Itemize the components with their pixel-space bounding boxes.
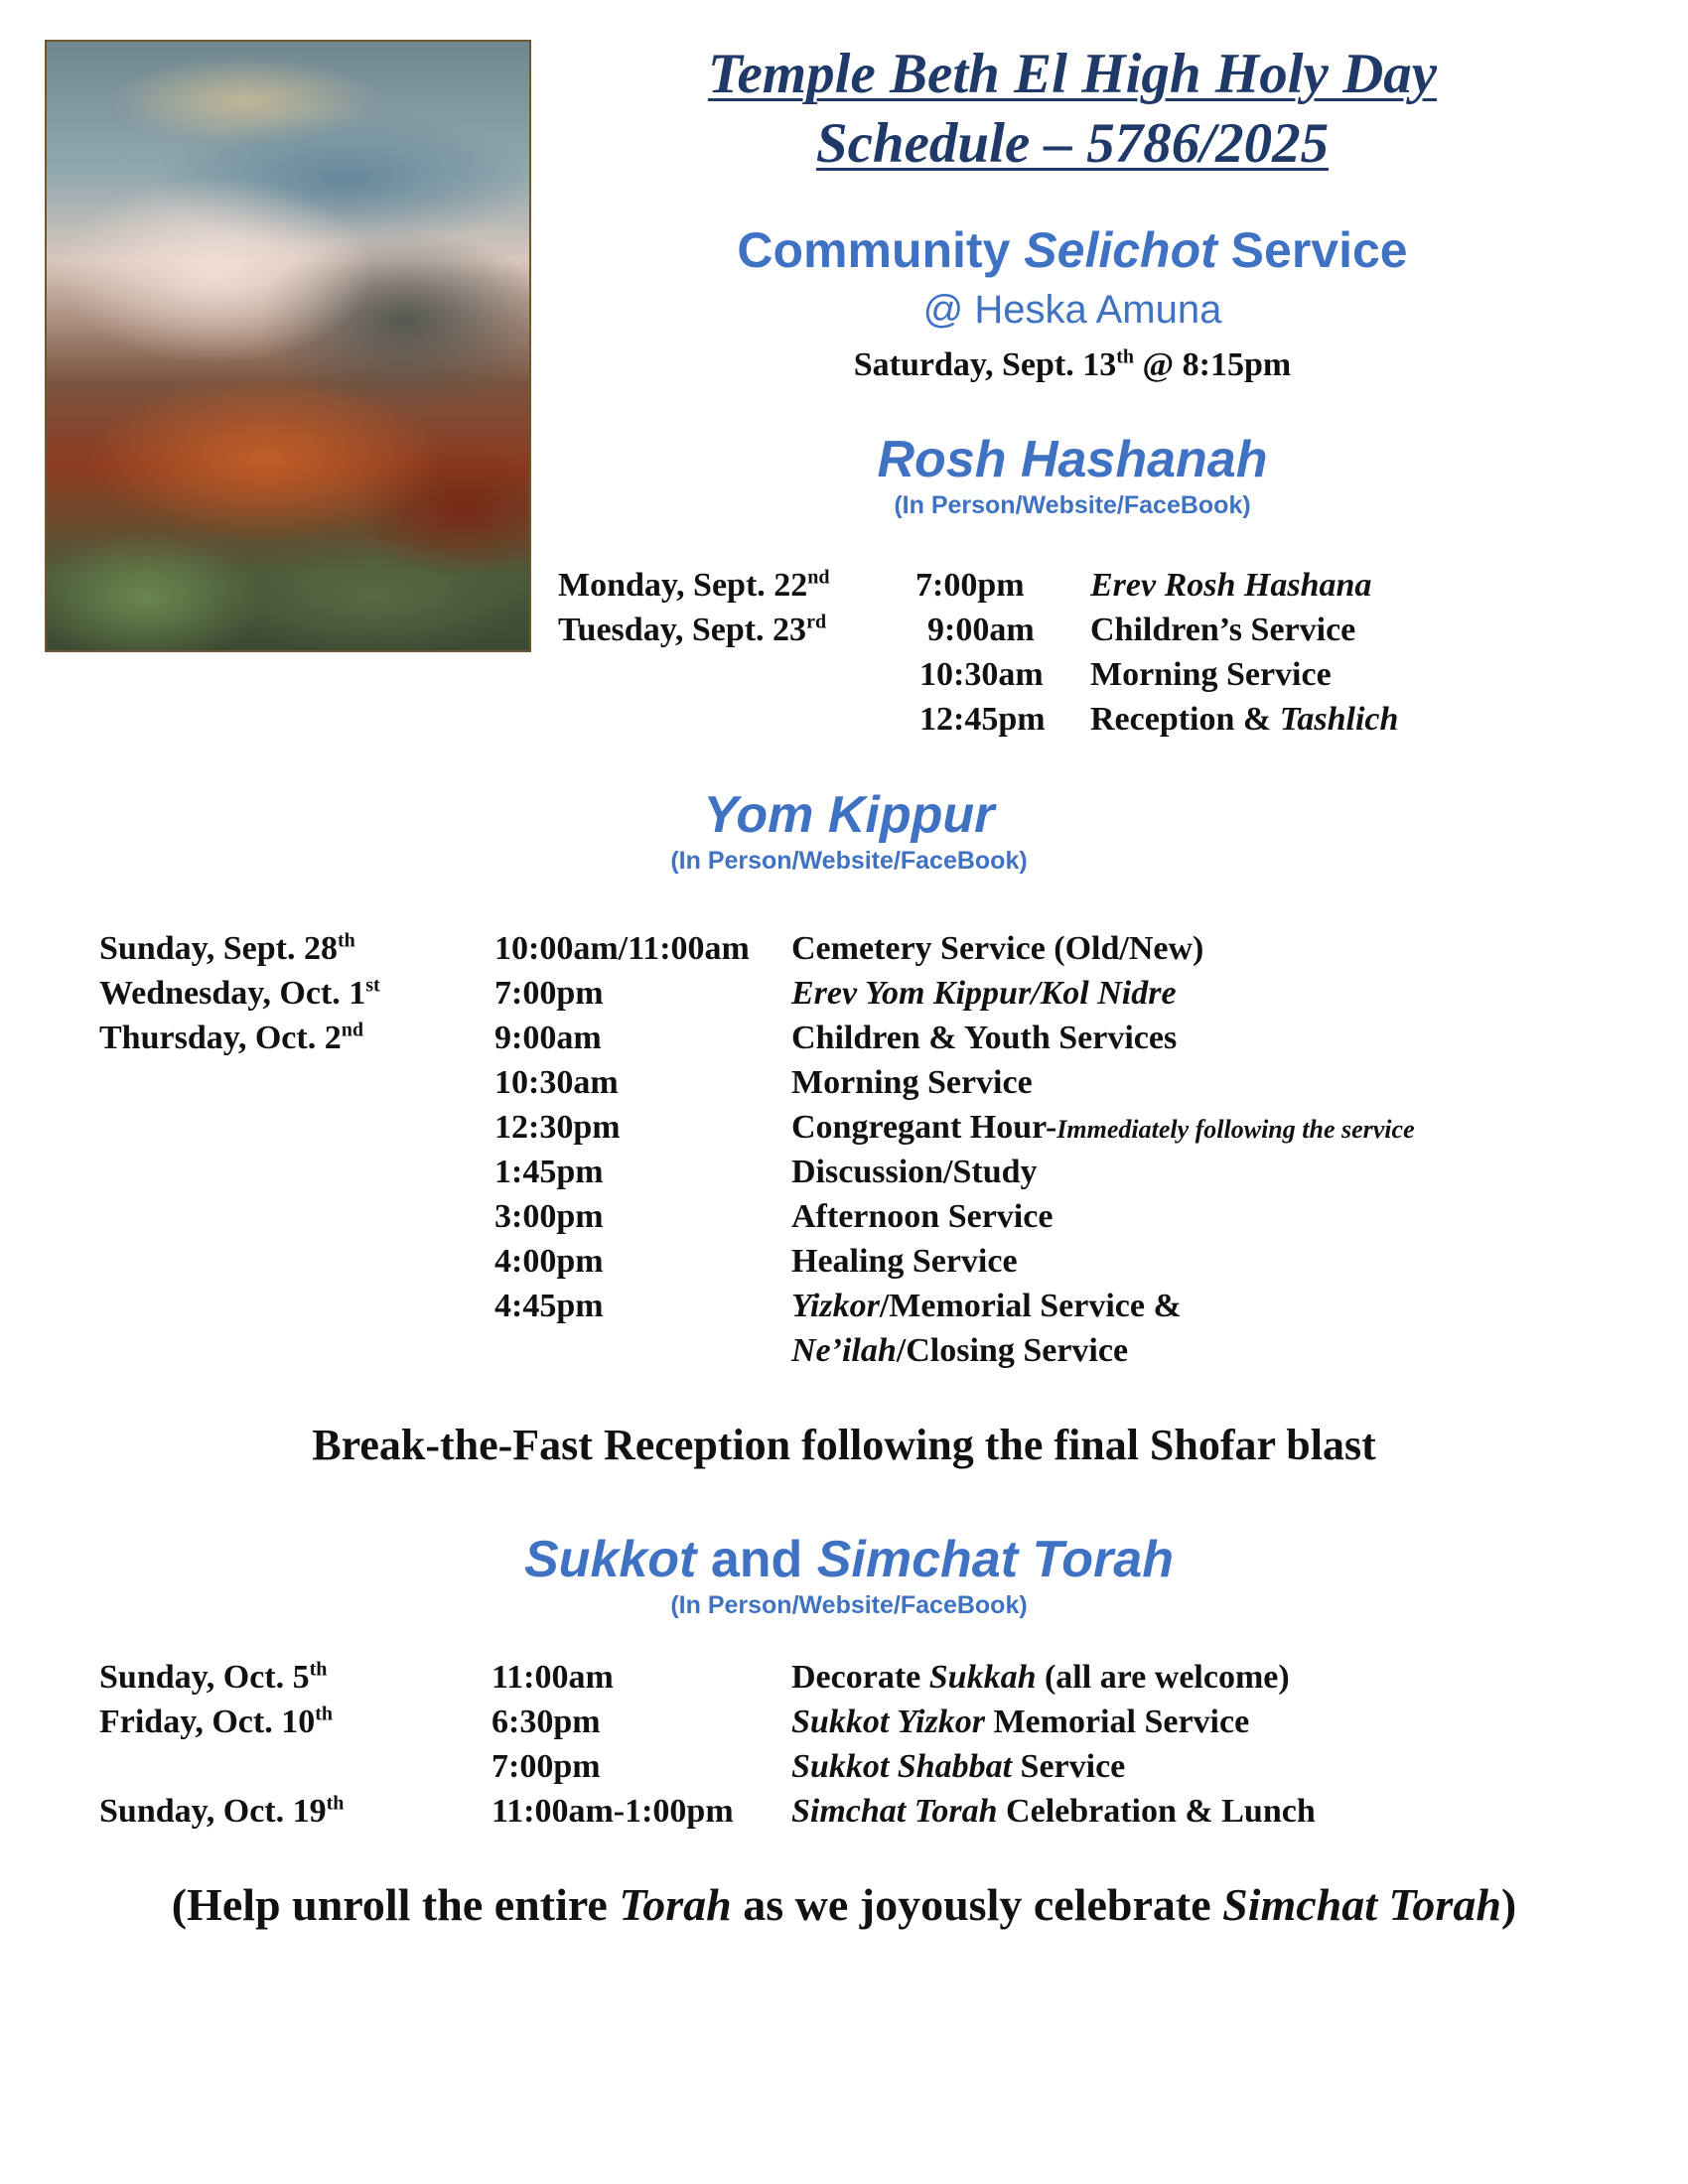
selichot-date-text: Saturday, Sept. 13 (853, 346, 1117, 383)
sk-event-4c: Celebration & Lunch (997, 1793, 1316, 1830)
yk-time-2: 7:00pm (494, 975, 604, 1012)
sk-event-3c: Service (1012, 1748, 1126, 1785)
sk-day-4: Sunday, Oct. 19 (99, 1793, 327, 1830)
selichot-heading-c: Service (1216, 222, 1408, 278)
yk-time-5: 12:30pm (494, 1109, 621, 1146)
yk-time-1: 10:00am/11:00am (494, 930, 750, 967)
selichot-date-sup: th (1116, 345, 1135, 368)
yk-time-3: 9:00am (494, 1020, 602, 1056)
yk-event-6: Discussion/Study (791, 1154, 1038, 1190)
rh-event-1: Erev Rosh Hashana (1090, 567, 1372, 604)
yk-event-10 (791, 1328, 1128, 1373)
yk-row-3 (99, 1016, 363, 1060)
sk-row-1 (99, 1655, 327, 1700)
rh-day-2: Tuesday, Sept. 23 (558, 612, 807, 648)
yk-day-sup-2: st (365, 974, 380, 997)
sk-event-2 (791, 1700, 1249, 1744)
yk-event-8: Healing Service (791, 1243, 1018, 1280)
yk-event-7: Afternoon Service (791, 1198, 1054, 1235)
rh-time-4: 12:45pm (919, 701, 1046, 738)
yk-event-3: Children & Youth Services (791, 1020, 1178, 1056)
yk-event-5 (791, 1105, 1415, 1152)
sk-day-sup-2: th (315, 1703, 333, 1725)
yk-event-9a: Yizkor (791, 1288, 880, 1324)
yk-event-2: Erev Yom Kippur/Kol Nidre (791, 975, 1177, 1012)
rosh-hashanah-subtitle: (In Person/Website/FaceBook) (894, 491, 1251, 519)
yk-day-1: Sunday, Sept. 28 (99, 930, 338, 967)
rh-event-4b: Tashlich (1279, 701, 1399, 738)
abstract-painting-image (45, 40, 531, 652)
yk-event-9 (791, 1284, 1182, 1328)
yk-event-1: Cemetery Service (Old/New) (791, 930, 1204, 967)
sk-row-4 (99, 1789, 344, 1834)
sk-event-1b: Sukkah (928, 1659, 1037, 1696)
rosh-hashanah-heading: Rosh Hashanah (877, 431, 1268, 488)
sk-event-3b: Sukkot Shabbat (791, 1748, 1013, 1785)
rh-time-2: 9:00am (927, 612, 1035, 648)
closing-a: (Help unroll the entire (171, 1879, 620, 1930)
sk-event-4 (791, 1789, 1316, 1834)
page-title (596, 40, 1549, 179)
selichot-heading-a: Community (737, 222, 1025, 278)
yk-day-sup-1: th (338, 929, 355, 952)
rh-time-1: 7:00pm (915, 567, 1025, 604)
yk-day-2: Wednesday, Oct. 1 (99, 975, 366, 1012)
rh-time-3: 10:30am (919, 656, 1044, 693)
yk-time-6: 1:45pm (494, 1154, 604, 1190)
sk-day-2: Friday, Oct. 10 (99, 1704, 316, 1740)
selichot-location: @ Heska Amuna (922, 288, 1222, 332)
closing-c: as we joyously celebrate (731, 1879, 1223, 1930)
sukkot-heading-b: and (696, 1531, 817, 1588)
sukkot-heading (467, 1529, 1231, 1590)
yom-kippur-heading: Yom Kippur (703, 786, 995, 844)
rh-event-3: Morning Service (1090, 656, 1332, 693)
yk-event-9b: /Memorial Service & (879, 1288, 1182, 1324)
sk-time-2: 6:30pm (492, 1704, 601, 1740)
sukkot-heading-a: Sukkot (524, 1531, 697, 1588)
sk-row-2 (99, 1700, 333, 1744)
yk-event-4: Morning Service (791, 1064, 1033, 1101)
rh-event-4a: Reception & (1090, 701, 1280, 738)
yk-time-8: 4:00pm (494, 1243, 604, 1280)
closing-d: Simchat Torah (1222, 1879, 1501, 1930)
sk-time-3: 7:00pm (492, 1748, 601, 1785)
title-line-1: Temple Beth El High Holy Day (707, 43, 1438, 105)
title-line-2: Schedule – 5786/2025 (815, 112, 1330, 175)
sk-event-3 (791, 1744, 1125, 1789)
rh-day-sup-2: rd (806, 611, 827, 633)
yk-day-3: Thursday, Oct. 2 (99, 1020, 342, 1056)
closing-note (0, 1876, 1688, 1934)
sk-event-1a: Decorate (791, 1659, 929, 1696)
break-fast-note: Break-the-Fast Reception following the final Shofar blast (312, 1421, 1376, 1469)
sk-event-2b: Sukkot Yizkor (791, 1704, 985, 1740)
rh-row-2 (558, 608, 826, 652)
yk-time-7: 3:00pm (494, 1198, 604, 1235)
sk-event-4b: Simchat Torah (791, 1793, 998, 1830)
rh-event-4 (1090, 697, 1398, 742)
sk-time-4: 11:00am-1:00pm (492, 1793, 734, 1830)
yk-row-2 (99, 971, 380, 1016)
closing-e: ) (1500, 1879, 1517, 1930)
yk-time-9: 4:45pm (494, 1288, 604, 1324)
yk-event-10b: /Closing Service (896, 1332, 1129, 1369)
rh-row-1 (558, 563, 830, 608)
yk-day-sup-3: nd (341, 1019, 363, 1041)
yk-event-10a: Ne’ilah (791, 1332, 897, 1369)
selichot-date (596, 342, 1549, 387)
sk-time-1: 11:00am (492, 1659, 614, 1696)
yk-event-5a: Congregant Hour- (791, 1109, 1057, 1146)
sk-event-1 (791, 1655, 1290, 1700)
sk-day-sup-4: th (326, 1792, 345, 1815)
selichot-heading-b: Selichot (1024, 222, 1217, 278)
yk-time-4: 10:30am (494, 1064, 619, 1101)
yom-kippur-subtitle: (In Person/Website/FaceBook) (670, 847, 1028, 875)
selichot-time: @ 8:15pm (1134, 346, 1292, 383)
selichot-heading (596, 220, 1549, 280)
sk-event-2c: Memorial Service (984, 1704, 1250, 1740)
rh-event-2: Children’s Service (1090, 612, 1356, 648)
yk-row-1 (99, 926, 355, 971)
sukkot-subtitle: (In Person/Website/FaceBook) (670, 1591, 1028, 1619)
rh-day-1: Monday, Sept. 22 (558, 567, 808, 604)
closing-b: Torah (619, 1879, 732, 1930)
sk-event-1c: (all are welcome) (1036, 1659, 1290, 1696)
rh-day-sup-1: nd (807, 566, 830, 589)
yk-event-5-note: Immediately following the service (1056, 1115, 1415, 1144)
sukkot-heading-c: Simchat Torah (816, 1531, 1174, 1588)
sk-day-sup-1: th (309, 1658, 328, 1681)
sk-day-1: Sunday, Oct. 5 (99, 1659, 310, 1696)
